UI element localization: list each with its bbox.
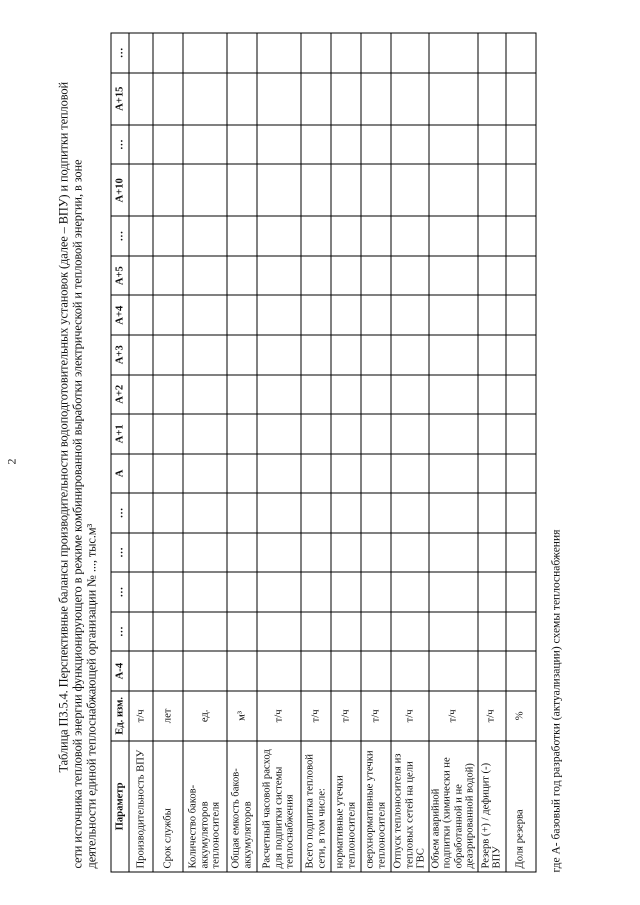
value-cell: [391, 651, 429, 691]
param-cell: Расчетный часовой расход для подпитки системы теплоснабжения: [257, 741, 301, 872]
value-cell: [478, 125, 506, 165]
table-header-row: [111, 33, 129, 872]
unit-cell: т/ч: [361, 691, 391, 741]
value-cell: [257, 164, 301, 216]
unit-cell: лет: [153, 691, 183, 741]
value-cell: [478, 651, 506, 691]
value-cell: [183, 33, 227, 73]
value-cell: [506, 164, 536, 216]
caption-line: деятельности единой теплоснабжающей организации № ..., тыс.м³: [84, 523, 99, 869]
value-cell: [331, 125, 361, 165]
param-cell: Отпуск теплоносителя из тепловых сетей на цели ГВС: [391, 741, 429, 872]
param-cell: Всего подпитка тепловой сети, в том числе:: [301, 741, 331, 872]
param-cell: Доля резерва: [506, 741, 536, 872]
value-cell: [361, 73, 391, 125]
column-header: А+4: [111, 295, 129, 335]
value-cell: [429, 256, 478, 296]
unit-cell: т/ч: [129, 691, 153, 741]
value-cell: [301, 375, 331, 415]
value-cell: [183, 493, 227, 533]
value-cell: [153, 125, 183, 165]
value-cell: [153, 164, 183, 216]
value-cell: [257, 73, 301, 125]
value-cell: [506, 651, 536, 691]
value-cell: [301, 454, 331, 494]
value-cell: [429, 572, 478, 612]
value-cell: [429, 164, 478, 216]
value-cell: [361, 335, 391, 375]
value-cell: [478, 612, 506, 652]
value-cell: [227, 651, 257, 691]
unit-cell: м³: [227, 691, 257, 741]
value-cell: [129, 454, 153, 494]
column-header: А: [111, 454, 129, 494]
value-cell: [227, 164, 257, 216]
value-cell: [183, 375, 227, 415]
value-cell: [429, 651, 478, 691]
unit-cell: т/ч: [257, 691, 301, 741]
value-cell: [153, 572, 183, 612]
value-cell: [257, 572, 301, 612]
footnote: где А- базовый год разработки (актуализации) схемы теплоснабжения: [550, 529, 563, 873]
value-cell: [506, 125, 536, 165]
value-cell: [129, 33, 153, 73]
value-cell: [478, 164, 506, 216]
table-row: [506, 33, 536, 872]
value-cell: [478, 33, 506, 73]
value-cell: [429, 533, 478, 573]
value-cell: [129, 125, 153, 165]
value-cell: [478, 414, 506, 454]
value-cell: [506, 612, 536, 652]
value-cell: [227, 454, 257, 494]
value-cell: [506, 335, 536, 375]
unit-cell: т/ч: [301, 691, 331, 741]
value-cell: [129, 335, 153, 375]
value-cell: [391, 216, 429, 256]
value-cell: [301, 216, 331, 256]
value-cell: [506, 414, 536, 454]
column-header: А+3: [111, 335, 129, 375]
value-cell: [183, 335, 227, 375]
table-row: [257, 33, 301, 872]
value-cell: [391, 572, 429, 612]
value-cell: [153, 533, 183, 573]
value-cell: [183, 454, 227, 494]
value-cell: [153, 651, 183, 691]
value-cell: [361, 651, 391, 691]
value-cell: [153, 493, 183, 533]
value-cell: [506, 256, 536, 296]
table-row: [331, 33, 361, 872]
value-cell: [153, 414, 183, 454]
column-header: …: [111, 612, 129, 652]
value-cell: [391, 335, 429, 375]
value-cell: [361, 295, 391, 335]
value-cell: [183, 414, 227, 454]
table-row: [153, 33, 183, 872]
unit-cell: ед.: [183, 691, 227, 741]
value-cell: [183, 572, 227, 612]
value-cell: [183, 256, 227, 296]
value-cell: [257, 256, 301, 296]
caption-line: Таблица П3.5.4. Перспективные балансы производительности водоподготовительных установок (далее – ВПУ) и подпитки тепловой: [56, 82, 71, 773]
value-cell: [227, 33, 257, 73]
value-cell: [506, 33, 536, 73]
value-cell: [361, 375, 391, 415]
param-cell: Общая емкость баков-аккумуляторов: [227, 741, 257, 872]
param-cell: Резерв (+) / дефицит (-) ВПУ: [478, 741, 506, 872]
value-cell: [129, 572, 153, 612]
value-cell: [429, 493, 478, 533]
value-cell: [478, 295, 506, 335]
column-header: А+1: [111, 414, 129, 454]
value-cell: [506, 533, 536, 573]
value-cell: [506, 375, 536, 415]
value-cell: [153, 335, 183, 375]
value-cell: [257, 651, 301, 691]
value-cell: [361, 216, 391, 256]
rotated-content: [1, 0, 640, 905]
value-cell: [506, 493, 536, 533]
value-cell: [391, 125, 429, 165]
value-cell: [361, 414, 391, 454]
value-cell: [129, 73, 153, 125]
value-cell: [227, 73, 257, 125]
value-cell: [331, 33, 361, 73]
value-cell: [391, 375, 429, 415]
value-cell: [361, 164, 391, 216]
value-cell: [478, 256, 506, 296]
value-cell: [506, 454, 536, 494]
value-cell: [331, 651, 361, 691]
value-cell: [331, 73, 361, 125]
value-cell: [183, 651, 227, 691]
value-cell: [331, 612, 361, 652]
value-cell: [361, 533, 391, 573]
value-cell: [478, 493, 506, 533]
value-cell: [429, 335, 478, 375]
value-cell: [391, 493, 429, 533]
value-cell: [361, 256, 391, 296]
column-header: Параметр: [111, 741, 129, 872]
param-cell: нормативные утечки теплоносителя: [331, 741, 361, 872]
value-cell: [391, 256, 429, 296]
value-cell: [391, 164, 429, 216]
value-cell: [257, 493, 301, 533]
value-cell: [227, 295, 257, 335]
value-cell: [391, 73, 429, 125]
page-number: 2: [4, 458, 19, 465]
value-cell: [183, 216, 227, 256]
value-cell: [429, 414, 478, 454]
param-cell: Количество баков-аккумуляторов теплоносителя: [183, 741, 227, 872]
value-cell: [257, 216, 301, 256]
value-cell: [391, 33, 429, 73]
table-row: [429, 33, 478, 872]
value-cell: [153, 454, 183, 494]
value-cell: [301, 414, 331, 454]
column-header: …: [111, 216, 129, 256]
value-cell: [429, 73, 478, 125]
value-cell: [183, 125, 227, 165]
column-header: А+10: [111, 164, 129, 216]
value-cell: [429, 454, 478, 494]
table-row: [227, 33, 257, 872]
value-cell: [361, 125, 391, 165]
value-cell: [301, 73, 331, 125]
value-cell: [301, 612, 331, 652]
unit-cell: т/ч: [391, 691, 429, 741]
table-row: [183, 33, 227, 872]
value-cell: [257, 375, 301, 415]
value-cell: [429, 375, 478, 415]
value-cell: [301, 256, 331, 296]
column-header: Ед. изм.: [111, 691, 129, 741]
value-cell: [129, 216, 153, 256]
value-cell: [227, 533, 257, 573]
value-cell: [301, 125, 331, 165]
value-cell: [153, 73, 183, 125]
unit-cell: т/ч: [429, 691, 478, 741]
value-cell: [129, 533, 153, 573]
table-row: [478, 33, 506, 872]
value-cell: [257, 454, 301, 494]
value-cell: [478, 375, 506, 415]
value-cell: [227, 414, 257, 454]
param-cell: Срок службы: [153, 741, 183, 872]
value-cell: [301, 164, 331, 216]
value-cell: [331, 295, 361, 335]
value-cell: [227, 216, 257, 256]
value-cell: [391, 295, 429, 335]
value-cell: [227, 256, 257, 296]
caption-line: сети источника тепловой энергии функционирующего в режиме комбинированной выработки электрической и тепловой энергии, в зоне: [70, 159, 85, 869]
value-cell: [361, 612, 391, 652]
value-cell: [257, 295, 301, 335]
value-cell: [331, 164, 361, 216]
value-cell: [153, 375, 183, 415]
value-cell: [257, 533, 301, 573]
value-cell: [391, 533, 429, 573]
value-cell: [478, 216, 506, 256]
value-cell: [361, 454, 391, 494]
table-row: [129, 33, 153, 872]
value-cell: [301, 295, 331, 335]
column-header: А-4: [111, 651, 129, 691]
value-cell: [227, 493, 257, 533]
value-cell: [361, 493, 391, 533]
value-cell: [129, 493, 153, 533]
value-cell: [331, 216, 361, 256]
value-cell: [227, 375, 257, 415]
value-cell: [129, 164, 153, 216]
value-cell: [227, 612, 257, 652]
value-cell: [361, 572, 391, 612]
value-cell: [478, 454, 506, 494]
value-cell: [301, 533, 331, 573]
value-cell: [506, 216, 536, 256]
value-cell: [506, 572, 536, 612]
value-cell: [153, 256, 183, 296]
value-cell: [153, 612, 183, 652]
value-cell: [183, 164, 227, 216]
param-cell: Объем аварийной подпитки (химически не обработанной и не деаэрированной водой): [429, 741, 478, 872]
table-caption: [57, 9, 99, 869]
unit-cell: т/ч: [478, 691, 506, 741]
value-cell: [429, 125, 478, 165]
table-row: [301, 33, 331, 872]
balance-table: [111, 33, 537, 873]
value-cell: [129, 414, 153, 454]
value-cell: [183, 73, 227, 125]
value-cell: [506, 295, 536, 335]
value-cell: [129, 375, 153, 415]
value-cell: [331, 414, 361, 454]
value-cell: [301, 335, 331, 375]
value-cell: [331, 493, 361, 533]
value-cell: [129, 295, 153, 335]
value-cell: [331, 454, 361, 494]
value-cell: [129, 256, 153, 296]
value-cell: [257, 335, 301, 375]
value-cell: [183, 533, 227, 573]
value-cell: [129, 651, 153, 691]
value-cell: [429, 33, 478, 73]
value-cell: [391, 612, 429, 652]
unit-cell: %: [506, 691, 536, 741]
value-cell: [331, 375, 361, 415]
value-cell: [506, 73, 536, 125]
column-header: …: [111, 533, 129, 573]
value-cell: [257, 612, 301, 652]
value-cell: [331, 256, 361, 296]
param-cell: Производительность ВПУ: [129, 741, 153, 872]
value-cell: [257, 414, 301, 454]
value-cell: [331, 335, 361, 375]
value-cell: [301, 33, 331, 73]
value-cell: [227, 125, 257, 165]
value-cell: [429, 216, 478, 256]
value-cell: [153, 33, 183, 73]
table-row: [361, 33, 391, 872]
column-header: …: [111, 125, 129, 165]
value-cell: [183, 612, 227, 652]
value-cell: [429, 612, 478, 652]
value-cell: [153, 216, 183, 256]
value-cell: [331, 572, 361, 612]
table-row: [391, 33, 429, 872]
value-cell: [183, 295, 227, 335]
value-cell: [257, 33, 301, 73]
value-cell: [227, 572, 257, 612]
value-cell: [301, 572, 331, 612]
value-cell: [257, 125, 301, 165]
value-cell: [478, 73, 506, 125]
column-header: …: [111, 572, 129, 612]
column-header: …: [111, 493, 129, 533]
value-cell: [391, 414, 429, 454]
value-cell: [227, 335, 257, 375]
value-cell: [153, 295, 183, 335]
value-cell: [301, 493, 331, 533]
column-header: А+2: [111, 375, 129, 415]
column-header: А+15: [111, 73, 129, 125]
value-cell: [301, 651, 331, 691]
unit-cell: т/ч: [331, 691, 361, 741]
column-header: А+5: [111, 256, 129, 296]
param-cell: сверхнормативные утечки теплоносителя: [361, 741, 391, 872]
value-cell: [478, 533, 506, 573]
value-cell: [391, 454, 429, 494]
value-cell: [429, 295, 478, 335]
value-cell: [331, 533, 361, 573]
column-header: …: [111, 33, 129, 73]
value-cell: [129, 612, 153, 652]
value-cell: [478, 335, 506, 375]
value-cell: [478, 572, 506, 612]
value-cell: [361, 33, 391, 73]
